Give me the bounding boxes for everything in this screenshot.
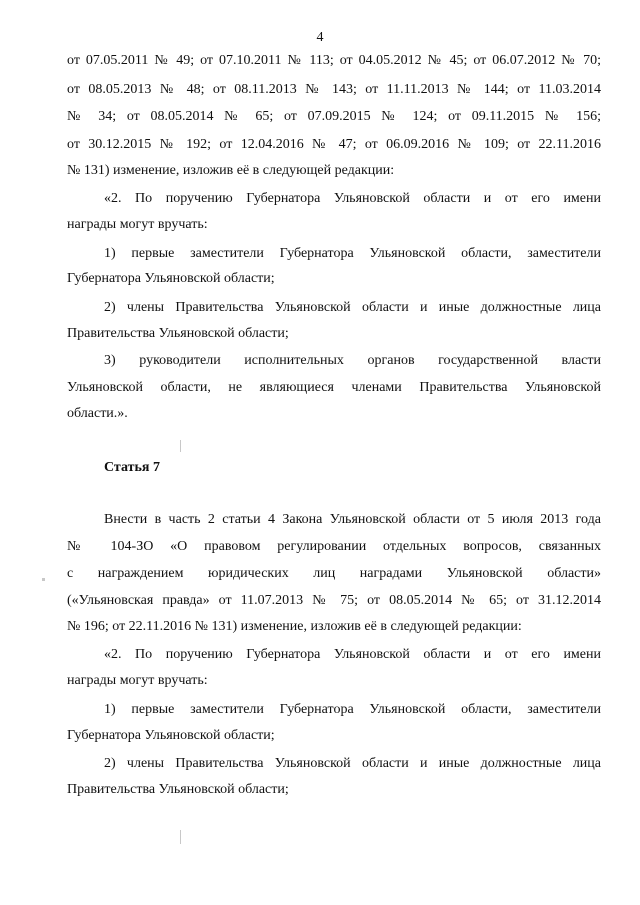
scan-mark [180, 440, 181, 452]
text-line: № 196; от 22.11.2016 № 131) изменение, изложив её в следующей редакции: [67, 619, 522, 634]
article-heading: Статья 7 [104, 460, 160, 475]
scan-mark [180, 830, 181, 844]
text-line: с награждением юридических лиц наградами Ульяновской области» [67, 566, 601, 581]
text-line: № 104-ЗО «О правовом регулировании отдельных вопросов, связанных [67, 539, 601, 554]
text-line: награды могут вручать: [67, 217, 208, 232]
text-line: награды могут вручать: [67, 673, 208, 688]
text-line: от 07.05.2011 № 49; от 07.10.2011 № 113; от 04.05.2012 № 45; от 06.07.2012 № 70; [67, 53, 601, 68]
text-line: Ульяновской области, не являющиеся членами Правительства Ульяновской [67, 380, 601, 395]
text-line: 2) члены Правительства Ульяновской области и иные должностные лица [104, 300, 601, 315]
text-line: от 30.12.2015 № 192; от 12.04.2016 № 47; от 06.09.2016 № 109; от 22.11.2016 [67, 137, 601, 152]
text-line: 3) руководители исполнительных органов государственной власти [104, 353, 601, 368]
text-line: № 34; от 08.05.2014 № 65; от 07.09.2015 № 124; от 09.11.2015 № 156; [67, 109, 601, 124]
text-line: Внести в часть 2 статьи 4 Закона Ульяновской области от 5 июля 2013 года [104, 512, 601, 527]
scan-mark [42, 578, 45, 581]
text-line: 1) первые заместители Губернатора Ульяновской области, заместители [104, 702, 601, 717]
text-line: 2) члены Правительства Ульяновской области и иные должностные лица [104, 756, 601, 771]
text-line: («Ульяновская правда» от 11.07.2013 № 75; от 08.05.2014 № 65; от 31.12.2014 [67, 593, 601, 608]
text-line: 1) первые заместители Губернатора Ульяновской области, заместители [104, 246, 601, 261]
text-line: Правительства Ульяновской области; [67, 326, 289, 341]
text-line: области.». [67, 406, 128, 421]
text-line: «2. По поручению Губернатора Ульяновской области и от его имени [104, 647, 601, 662]
text-line: Губернатора Ульяновской области; [67, 728, 275, 743]
text-line: Губернатора Ульяновской области; [67, 271, 275, 286]
text-line: № 131) изменение, изложив её в следующей редакции: [67, 163, 395, 178]
page-number: 4 [316, 30, 324, 45]
text-line: от 08.05.2013 № 48; от 08.11.2013 № 143; от 11.11.2013 № 144; от 11.03.2014 [67, 82, 601, 97]
text-line: «2. По поручению Губернатора Ульяновской области и от его имени [104, 191, 601, 206]
text-line: Правительства Ульяновской области; [67, 782, 289, 797]
